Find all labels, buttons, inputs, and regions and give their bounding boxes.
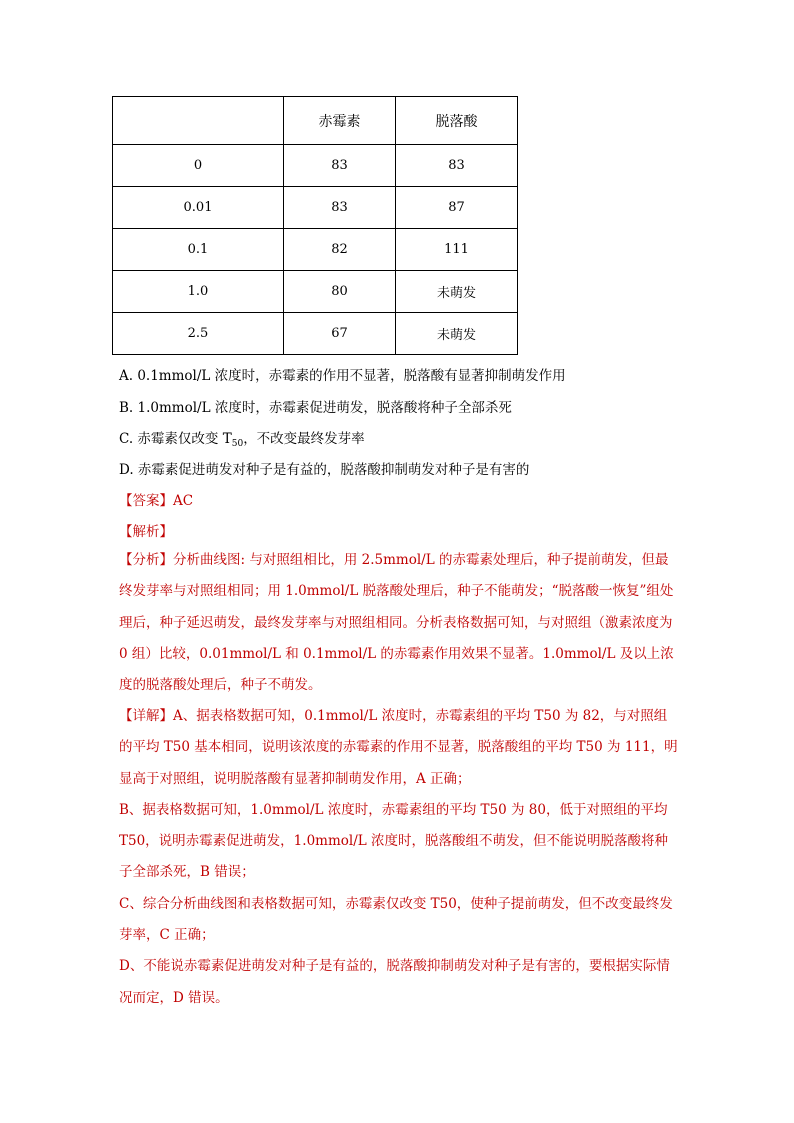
- table-row: [113, 313, 518, 355]
- table-header-cell: 赤霉素: [284, 97, 396, 145]
- option-a: A. 0.1mmol/L 浓度时，赤霉素的作用不显著，脱落酸有显著抑制萌发作用: [119, 368, 566, 384]
- table-cell: 83: [284, 187, 396, 229]
- answer-label: 【答案】: [119, 493, 173, 509]
- fenxi-paragraph: [119, 545, 679, 701]
- data-table: [112, 96, 518, 355]
- table-cell: 111: [396, 229, 518, 271]
- table-cell: 1.0: [113, 271, 284, 313]
- table-cell: 0.1: [113, 229, 284, 271]
- table-row: [113, 187, 518, 229]
- subscript: 50: [231, 439, 244, 449]
- table-cell: 未萌发: [396, 313, 518, 355]
- table-cell: 83: [284, 145, 396, 187]
- detail-a-text: A、据表格数据可知，0.1mmol/L 浓度时，赤霉素组的平均 T50 为 82，与对照组的平均 T50 基本相同，说明该浓度的赤霉素的作用不显著，脱落酸组的平均 T50 为 111，明显高于对照组，说明脱落酸有显著抑制萌发作用，A 正确；: [119, 708, 678, 787]
- detail-a: [119, 701, 679, 795]
- table-cell: 80: [284, 271, 396, 313]
- analysis-label: 【解析】: [119, 524, 173, 540]
- table-header-cell: [113, 97, 284, 145]
- analysis-paragraph: [119, 545, 679, 701]
- table-header-row: [113, 97, 518, 145]
- fenxi-label: 【分析】: [119, 552, 173, 568]
- table-cell: 67: [284, 313, 396, 355]
- detail-label: 【详解】: [119, 708, 173, 724]
- answer-line: [119, 489, 193, 509]
- table-header-cell: 脱落酸: [396, 97, 518, 145]
- detail-b: B、据表格数据可知，1.0mmol/L 浓度时，赤霉素组的平均 T50 为 80，低于对照组的平均 T50，说明赤霉素促进萌发，1.0mmol/L 浓度时，脱落酸组不萌发，但不能说明脱落酸将种子全部杀死，B 错误；: [119, 801, 669, 881]
- option-b: B. 1.0mmol/L 浓度时，赤霉素促进萌发，脱落酸将种子全部杀死: [119, 400, 512, 416]
- table-cell: 0: [113, 145, 284, 187]
- table-cell: 83: [396, 145, 518, 187]
- table-cell: 2.5: [113, 313, 284, 355]
- option-c-text: C. 赤霉素仅改变 T: [119, 431, 232, 447]
- detail-section: [119, 701, 679, 1014]
- answer-value: AC: [173, 493, 194, 509]
- table-cell: 87: [396, 187, 518, 229]
- detail-d: D、不能说赤霉素促进萌发对种子是有益的，脱落酸抑制萌发对种子是有害的，要根据实际情况而定，D 错误。: [119, 958, 670, 1006]
- table-cell: 未萌发: [396, 271, 518, 313]
- option-c: [119, 427, 365, 447]
- table-cell: 82: [284, 229, 396, 271]
- table-row: [113, 145, 518, 187]
- fenxi-text: 分析曲线图: 与对照组相比，用 2.5mmol/L 的赤霉素处理后，种子提前萌发，但最终发芽率与对照组相同；用 1.0mmol/L 脱落酸处理后，种子不能萌发；“脱落酸一恢复”组处理后，种子延迟萌发，最终发芽率与对照组相同。分析表格数据可知，与对照组（激素浓度为 0 组）比较，0.01mmol/L 和 0.1mmol/L 的赤霉素作用效果不显著。1.0mmol/L 及以上浓度的脱落酸处理后，种子不萌发。: [119, 552, 674, 694]
- detail-c: C、综合分析曲线图和表格数据可知，赤霉素仅改变 T50，使种子提前萌发，但不改变最终发芽率，C 正确；: [119, 895, 673, 944]
- option-c-text-tail: ，不改变最终发芽率: [243, 431, 365, 447]
- table-cell: 0.01: [113, 187, 284, 229]
- table-row: [113, 271, 518, 313]
- table-row: [113, 229, 518, 271]
- option-d: D. 赤霉素促进萌发对种子是有益的，脱落酸抑制萌发对种子是有害的: [119, 462, 530, 478]
